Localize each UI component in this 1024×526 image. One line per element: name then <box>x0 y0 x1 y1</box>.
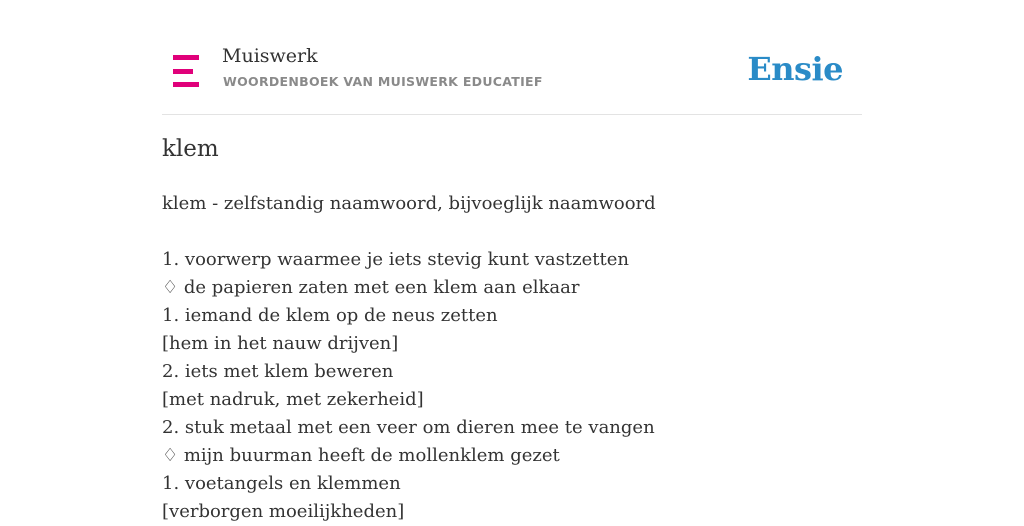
definition-line-sense-2: 2. stuk metaal met een veer om dieren mee te vangen <box>162 417 655 438</box>
definition-line-grammar: klem - zelfstandig naamwoord, bijvoeglijk naamwoord <box>162 193 656 214</box>
logo-bar-bottom <box>173 82 199 87</box>
page-container <box>162 0 862 522</box>
definition-line-sense-1: 1. voorwerp waarmee je iets stevig kunt vastzetten <box>162 249 629 270</box>
definition-line-idiom-1: 1. iemand de klem op de neus zetten <box>162 305 498 326</box>
definition-line-idiom-2-meaning: [met nadruk, met zekerheid] <box>162 389 424 410</box>
definition-body <box>162 190 862 526</box>
definition-line-example-1: ♢ de papieren zaten met een klem aan elkaar <box>162 277 580 298</box>
definition-line-idiom-1-meaning: [hem in het nauw drijven] <box>162 333 399 354</box>
definition-line-idiom-3: 1. voetangels en klemmen <box>162 473 401 494</box>
headword-title: klem <box>162 136 219 162</box>
ensie-logo[interactable]: Ensie <box>747 50 843 88</box>
logo-bar-middle <box>173 69 193 74</box>
source-name[interactable]: Muiswerk <box>222 45 318 67</box>
definition-line-blank <box>162 218 862 246</box>
definition-line-idiom-3-meaning: [verborgen moeilijkheden] <box>162 501 405 522</box>
source-subtitle: WOORDENBOEK VAN MUISWERK EDUCATIEF <box>223 74 543 89</box>
entry-header <box>162 40 862 115</box>
muiswerk-logo-icon[interactable] <box>173 54 201 88</box>
definition-line-idiom-2: 2. iets met klem beweren <box>162 361 394 382</box>
logo-bar-top <box>173 55 199 60</box>
definition-line-example-2: ♢ mijn buurman heeft de mollenklem gezet <box>162 445 560 466</box>
